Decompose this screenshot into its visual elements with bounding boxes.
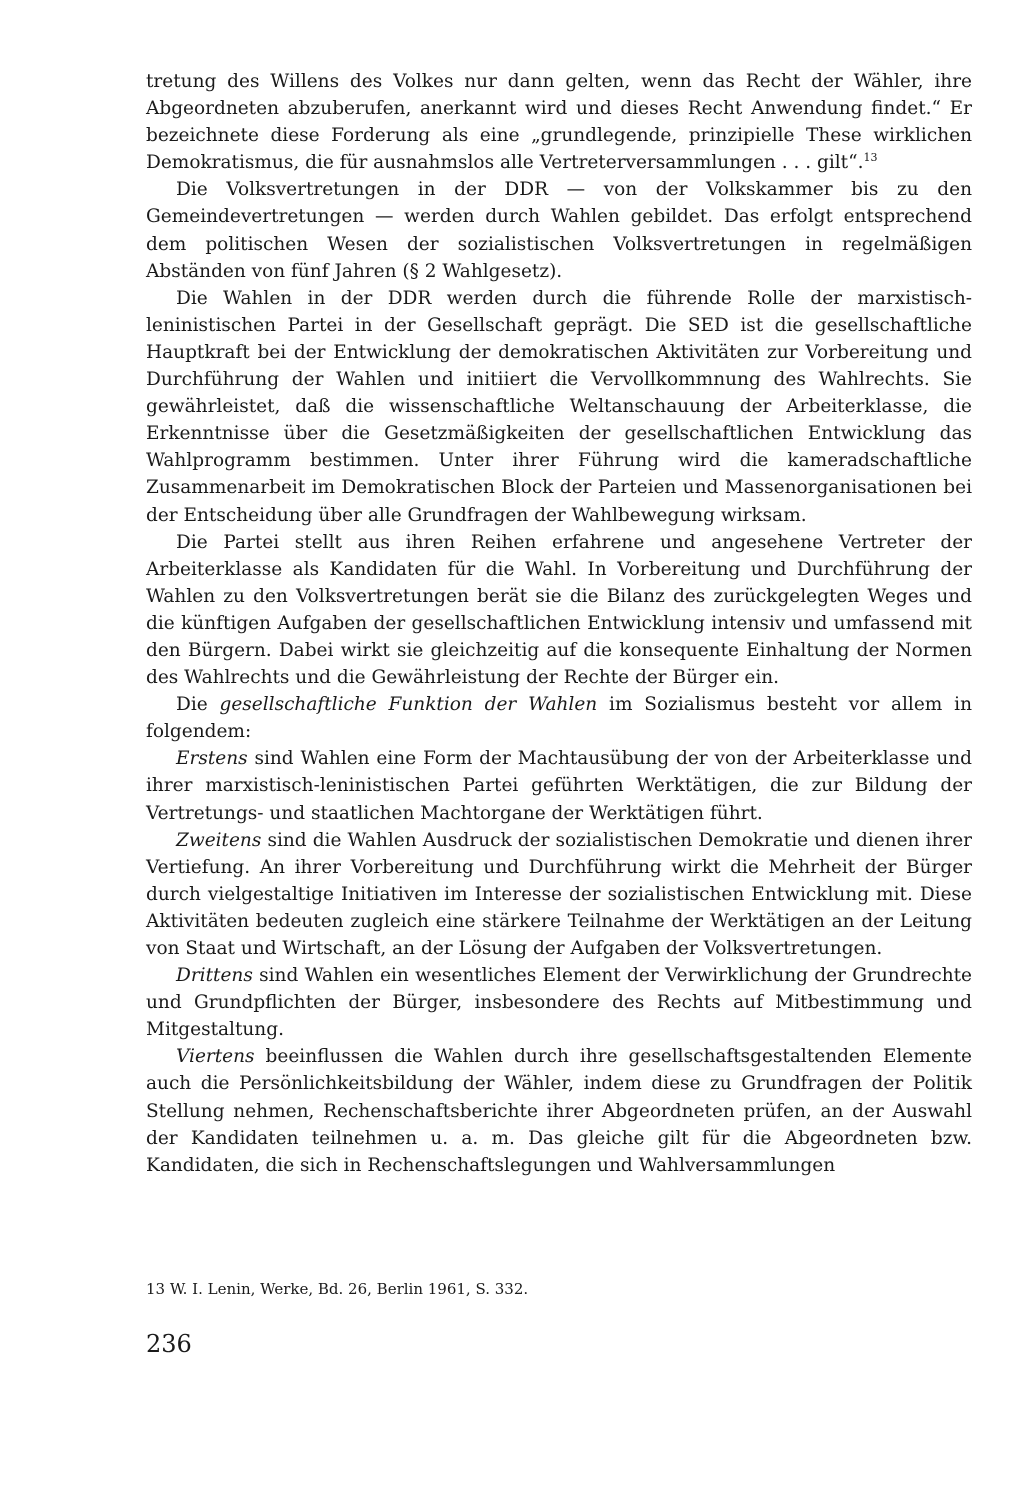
paragraph-5-emphasis: gesellschaftliche Funktion der Wahlen	[219, 694, 598, 716]
page-number: 236	[146, 1330, 192, 1358]
footnote-13: 13 W. I. Lenin, Werke, Bd. 26, Berlin 1961, S. 332.	[146, 1280, 529, 1298]
paragraph-3-text: Die Wahlen in der DDR werden durch die führende Rolle der marxistisch-leninistischen Partei in der Gesellschaft geprägt. Die SED ist die gesellschaftliche Hauptkraft bei der Entwicklung der demokratischen Aktivitäten zur Vorbereitung und Durchführung der Wahlen und initiiert die Vervollkommnung des Wahlrechts. Sie gewährleistet, daß die wissenschaftliche Weltanschauung der Arbeiterklasse, die Erkenntnisse über die Gesetzmäßigkeiten der gesellschaftlichen Entwicklung das Wahlprogramm bestimmen. Unter ihrer Führung wird die kameradschaftliche Zusammenarbeit im Demokratischen Block der Parteien und Massenorganisationen bei der Entscheidung über alle Grundfragen der Wahlbewegung wirksam.	[146, 287, 972, 526]
body-text	[146, 68, 972, 1179]
paragraph-5-pre: Die	[176, 694, 220, 716]
paragraph-8-lead: Drittens	[176, 965, 253, 987]
paragraph-7-text: sind die Wahlen Ausdruck der sozialistischen Demokratie und dienen ihrer Vertiefung. An ihrer Vorbereitung und Durchführung wirkt die Mehrheit der Bürger durch vielgestaltige Initiativen im Interesse der sozialistischen Entwicklung mit. Diese Aktivitäten bedeuten zugleich eine stärkere Teilnahme der Werktätigen an der Leitung von Staat und Wirtschaft, an der Lösung der Aufgaben der Volksvertretungen.	[146, 829, 972, 959]
footnote-ref-13[interactable]: 13	[863, 151, 878, 165]
paragraph-6-lead: Erstens	[176, 748, 248, 770]
paragraph-4-text: Die Partei stellt aus ihren Reihen erfahrene und angesehene Vertreter der Arbeiterklasse als Kandidaten für die Wahl. In Vorbereitung und Durchführung der Wahlen zu den Volksvertretungen berät sie die Bilanz des zurückgelegten Weges und die künftigen Aufgaben der gesellschaftlichen Entwicklung intensiv und umfassend mit den Bürgern. Dabei wirkt sie gleichzeitig auf die konsequente Einhaltung der Normen des Wahlrechts und die Gewährleistung der Rechte der Bürger ein.	[146, 531, 972, 689]
paragraph-8-text: sind Wahlen ein wesentliches Element der Verwirklichung der Grundrechte und Grundpflichten der Bürger, insbesondere des Rechts auf Mitbestimmung und Mitgestaltung.	[146, 965, 972, 1041]
paragraph-4	[146, 529, 972, 692]
paragraph-9-text: beeinflussen die Wahlen durch ihre gesellschaftsgestaltenden Elemente auch die Persönlichkeitsbildung der Wähler, indem diese zu Grundfragen der Politik Stellung nehmen, Rechenschaftsberichte ihrer Abgeordneten prüfen, an der Auswahl der Kandidaten teilnehmen u. a. m. Das gleiche gilt für die Abgeordneten bzw. Kandidaten, die sich in Rechenschaftslegungen und Wahlversammlungen	[146, 1046, 972, 1176]
paragraph-1-text: tretung des Willens des Volkes nur dann gelten, wenn das Recht der Wähler, ihre Abgeordneten abzuberufen, anerkannt wird und dieses Recht Anwendung findet.“ Er bezeichnete diese Forderung als eine „grundlegende, prinzipielle These wirklichen Demokratismus, die für ausnahmslos alle Vertreterversammlungen . . . gilt“.	[146, 71, 972, 174]
paragraph-9	[146, 1043, 972, 1178]
paragraph-2	[146, 176, 972, 284]
paragraph-1	[146, 68, 972, 176]
paragraph-5-text: im Sozialismus besteht vor allem in folgendem:	[146, 694, 972, 743]
paragraph-7-lead: Zweitens	[176, 829, 262, 851]
paragraph-6	[146, 745, 972, 826]
paragraph-2-text: Die Volksvertretungen in der DDR — von der Volkskammer bis zu den Gemeindevertretungen — werden durch Wahlen gebildet. Das erfolgt entsprechend dem politischen Wesen der sozialistischen Volksvertretungen in regelmäßigen Abständen von fünf Jahren (§ 2 Wahlgesetz).	[146, 179, 972, 282]
paragraph-7	[146, 827, 972, 962]
paragraph-3	[146, 285, 972, 529]
paragraph-9-lead: Viertens	[176, 1046, 255, 1068]
paragraph-5	[146, 691, 972, 745]
paragraph-6-text: sind Wahlen eine Form der Machtausübung der von der Arbeiterklasse und ihrer marxistisch-leninistischen Partei geführten Werktätigen, die zur Bildung der Vertretungs- und staatlichen Machtorgane der Werktätigen führt.	[146, 748, 972, 824]
paragraph-8	[146, 962, 972, 1043]
